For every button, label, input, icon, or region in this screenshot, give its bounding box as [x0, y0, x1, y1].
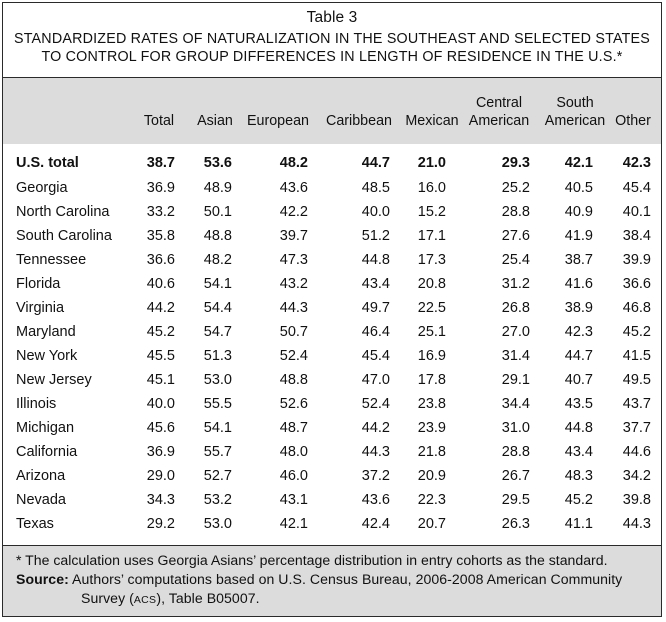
table-cell: 55.7: [203, 444, 232, 460]
table-cell: 41.9: [564, 228, 593, 244]
row-label: California: [16, 444, 78, 460]
table-cell: 42.4: [361, 516, 390, 532]
table-cell: 55.5: [203, 396, 232, 412]
table-cell: 17.8: [417, 372, 446, 388]
row-label: Tennessee: [16, 252, 87, 268]
table-cell: 48.7: [279, 420, 308, 436]
column-header-line-2: Asian: [197, 113, 233, 129]
table-cell: 29.3: [501, 155, 530, 171]
table-cell: 39.8: [622, 492, 651, 508]
row-label: New York: [16, 348, 78, 364]
table-frame: [2, 2, 662, 617]
table-cell: 44.6: [622, 444, 651, 460]
table-cell: 54.1: [203, 420, 232, 436]
table-cell: 34.4: [501, 396, 530, 412]
table-cell: 43.1: [279, 492, 308, 508]
column-header: [573, 112, 666, 130]
table-cell: 17.1: [417, 228, 446, 244]
row-label: New Jersey: [16, 372, 92, 388]
footnote: * The calculation uses Georgia Asians’ percentage distribution in entry cohorts as the standard.: [16, 552, 608, 568]
table-cell: 37.7: [622, 420, 651, 436]
table-title: [3, 30, 661, 66]
table-cell: 28.8: [501, 444, 530, 460]
table-cell: 49.5: [622, 372, 651, 388]
table-cell: 53.6: [203, 155, 232, 171]
row-label: Nevada: [16, 492, 66, 508]
table-cell: 38.7: [146, 155, 175, 171]
table-cell: 48.8: [279, 372, 308, 388]
table-row: [3, 178, 661, 202]
row-label: Georgia: [16, 180, 68, 196]
table-cell: 29.1: [501, 372, 530, 388]
table-cell: 35.8: [146, 228, 175, 244]
table-cell: 21.8: [417, 444, 446, 460]
table-cell: 44.2: [146, 300, 175, 316]
table-cell: 40.9: [564, 204, 593, 220]
table-cell: 23.8: [417, 396, 446, 412]
table-cell: 46.8: [622, 300, 651, 316]
table-row: [3, 466, 661, 490]
source-acs: ACS: [133, 594, 157, 606]
table-cell: 49.7: [361, 300, 390, 316]
table-cell: 45.2: [622, 324, 651, 340]
table-cell: 34.3: [146, 492, 175, 508]
table-cell: 26.8: [501, 300, 530, 316]
table-cell: 31.2: [501, 276, 530, 292]
table-cell: 48.3: [564, 468, 593, 484]
table-cell: 38.9: [564, 300, 593, 316]
row-label: North Carolina: [16, 204, 110, 220]
table-cell: 42.1: [279, 516, 308, 532]
table-cell: 54.4: [203, 300, 232, 316]
table-cell: 36.6: [146, 252, 175, 268]
table-cell: 48.5: [361, 180, 390, 196]
table-number: Table 3: [306, 9, 358, 26]
table-title-line-1: STANDARDIZED RATES OF NATURALIZATION IN THE SOUTHEAST AND SELECTED STATES: [13, 31, 651, 47]
row-label: Illinois: [16, 396, 57, 412]
table-cell: 25.2: [501, 180, 530, 196]
column-header-band: [3, 77, 661, 144]
row-label: Maryland: [16, 324, 76, 340]
table-cell: 31.4: [501, 348, 530, 364]
column-header-line-2: American: [468, 113, 530, 129]
table-cell: 44.8: [361, 252, 390, 268]
row-label: Michigan: [16, 420, 75, 436]
table-cell: 52.4: [361, 396, 390, 412]
table-cell: 23.9: [417, 420, 446, 436]
table-cell: 38.4: [622, 228, 651, 244]
table-cell: 40.7: [564, 372, 593, 388]
table-cell: 43.7: [622, 396, 651, 412]
table-row: [3, 514, 661, 538]
table-cell: 53.2: [203, 492, 232, 508]
column-header-line-2: European: [246, 113, 309, 129]
row-label: Virginia: [16, 300, 65, 316]
table-cell: 26.7: [501, 468, 530, 484]
column-header-line-2: Other: [615, 113, 651, 129]
table-cell: 42.2: [279, 204, 308, 220]
table-cell: 48.9: [203, 180, 232, 196]
table-cell: 43.6: [279, 180, 308, 196]
table-row: [3, 250, 661, 274]
row-label: South Carolina: [16, 228, 112, 244]
table-cell: 40.1: [622, 204, 651, 220]
table-cell: 22.3: [417, 492, 446, 508]
table-cell: 26.3: [501, 516, 530, 532]
source-text-2: ), Table B05007.: [156, 590, 260, 606]
table-cell: 43.4: [564, 444, 593, 460]
table-cell: 37.2: [361, 468, 390, 484]
table-cell: 46.0: [279, 468, 308, 484]
table-cell: 44.7: [361, 155, 390, 171]
table-cell: 45.6: [146, 420, 175, 436]
table-cell: 44.3: [279, 300, 308, 316]
table-cell: 33.2: [146, 204, 175, 220]
table-cell: 15.2: [417, 204, 446, 220]
table-notes: [3, 545, 661, 616]
table-cell: 21.0: [417, 155, 446, 171]
table-row: [3, 370, 661, 394]
table-cell: 36.6: [622, 276, 651, 292]
table-cell: 42.1: [564, 155, 593, 171]
table-cell: 51.2: [361, 228, 390, 244]
table-cell: 34.2: [622, 468, 651, 484]
table-row: [3, 274, 661, 298]
table-cell: 20.9: [417, 468, 446, 484]
table-row-us-total: [3, 153, 661, 177]
table-cell: 40.6: [146, 276, 175, 292]
table-cell: 43.2: [279, 276, 308, 292]
column-header-line-2: Total: [143, 113, 175, 129]
table-cell: 44.3: [361, 444, 390, 460]
table-cell: 44.8: [564, 420, 593, 436]
row-label: Texas: [16, 516, 54, 532]
table-cell: 52.6: [279, 396, 308, 412]
table-cell: 29.5: [501, 492, 530, 508]
table-cell: 46.4: [361, 324, 390, 340]
table-cell: 29.0: [146, 468, 175, 484]
row-label: Arizona: [16, 468, 66, 484]
column-header-line-1: Central: [475, 95, 523, 111]
table-cell: 50.7: [279, 324, 308, 340]
table-row: [3, 418, 661, 442]
table-cell: 39.7: [279, 228, 308, 244]
table-cell: 43.6: [361, 492, 390, 508]
row-label: U.S. total: [16, 155, 79, 171]
table-cell: 42.3: [622, 155, 651, 171]
table-row: [3, 346, 661, 370]
table-cell: 53.0: [203, 372, 232, 388]
table-cell: 20.8: [417, 276, 446, 292]
table-cell: 45.2: [564, 492, 593, 508]
table-cell: 44.2: [361, 420, 390, 436]
table-cell: 39.9: [622, 252, 651, 268]
table-cell: 44.3: [622, 516, 651, 532]
row-label: Florida: [16, 276, 61, 292]
table-cell: 54.7: [203, 324, 232, 340]
table-cell: 50.1: [203, 204, 232, 220]
table-row: [3, 394, 661, 418]
table-row: [3, 322, 661, 346]
column-header-line-2: Caribbean: [326, 113, 392, 129]
table-cell: 45.4: [622, 180, 651, 196]
table-cell: 48.2: [279, 155, 308, 171]
table-cell: 27.6: [501, 228, 530, 244]
table-cell: 25.1: [417, 324, 446, 340]
table-title-line-2: TO CONTROL FOR GROUP DIFFERENCES IN LENGTH OF RESIDENCE IN THE U.S.*: [41, 49, 623, 65]
table-cell: 48.2: [203, 252, 232, 268]
table-cell: 52.7: [203, 468, 232, 484]
table-cell: 41.1: [564, 516, 593, 532]
table-cell: 53.0: [203, 516, 232, 532]
table-cell: 20.7: [417, 516, 446, 532]
table-cell: 25.4: [501, 252, 530, 268]
table-cell: 47.0: [361, 372, 390, 388]
column-header-line-2: Mexican: [405, 113, 459, 129]
table-cell: 29.2: [146, 516, 175, 532]
table-cell: 47.3: [279, 252, 308, 268]
column-header-line-2: American: [544, 113, 606, 129]
table-cell: 45.5: [146, 348, 175, 364]
table-cell: 36.9: [146, 444, 175, 460]
table-cell: 41.5: [622, 348, 651, 364]
table-cell: 45.2: [146, 324, 175, 340]
table-cell: 52.4: [279, 348, 308, 364]
table-cell: 28.8: [501, 204, 530, 220]
table-cell: 36.9: [146, 180, 175, 196]
table-cell: 48.0: [279, 444, 308, 460]
table-cell: 44.7: [564, 348, 593, 364]
table-row: [3, 202, 661, 226]
table-cell: 40.0: [146, 396, 175, 412]
table-row: [3, 490, 661, 514]
title-block: [3, 3, 661, 66]
table-cell: 42.3: [564, 324, 593, 340]
table-cell: 31.0: [501, 420, 530, 436]
table-cell: 54.1: [203, 276, 232, 292]
table-cell: 40.0: [361, 204, 390, 220]
table-cell: 48.8: [203, 228, 232, 244]
column-header-line-1: South: [556, 95, 594, 111]
table-row: [3, 226, 661, 250]
table-cell: 43.5: [564, 396, 593, 412]
table-cell: 51.3: [203, 348, 232, 364]
source-text-1: Authors’ computations based on U.S. Census Bureau, 2006-2008 American Community Survey (: [68, 571, 623, 606]
table-row: [3, 298, 661, 322]
table-row: [3, 442, 661, 466]
table-cell: 40.5: [564, 180, 593, 196]
table-cell: 22.5: [417, 300, 446, 316]
table-cell: 38.7: [564, 252, 593, 268]
source-note: [16, 570, 647, 610]
source-label: Source:: [16, 571, 69, 587]
table-cell: 17.3: [417, 252, 446, 268]
table-cell: 45.4: [361, 348, 390, 364]
table-cell: 41.6: [564, 276, 593, 292]
table-cell: 43.4: [361, 276, 390, 292]
table-cell: 27.0: [501, 324, 530, 340]
table-cell: 16.9: [417, 348, 446, 364]
table-cell: 45.1: [146, 372, 175, 388]
table-cell: 16.0: [417, 180, 446, 196]
